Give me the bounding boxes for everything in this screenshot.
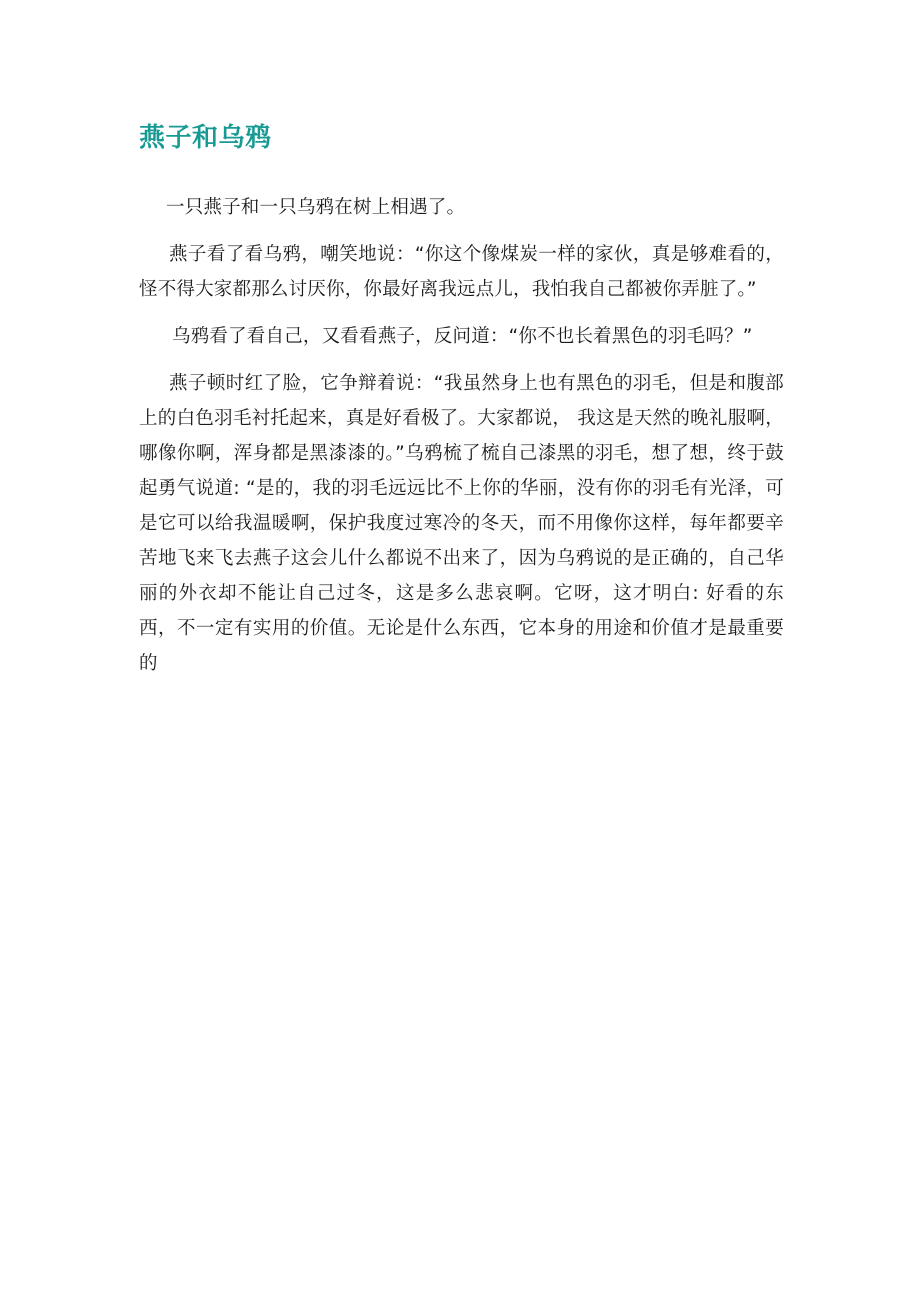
paragraph-2: 燕子看了看乌鸦，嘲笑地说：“你这个像煤炭一样的家伙，真是够难看的，怪不得大家都那么讨厌你，你最好离我远点儿，我怕我自己都被你弄脏了。” <box>139 244 784 300</box>
document-body <box>139 190 784 681</box>
paragraph-1: 一只燕子和一只乌鸦在树上相遇了。 <box>166 197 466 218</box>
paragraph-4: 燕子顿时红了脸，它争辩着说：“我虽然身上也有黑色的羽毛，但是和腹部上的白色羽毛衬托起来，真是好看极了。大家都说， 我这是天然的晚礼服啊，哪像你啊，浑身都是黑漆漆的。”乌鸦梳了梳自己漆黑的羽毛，想了想，终于鼓起勇气说道: “是的，我的羽毛远远比不上你的华丽，没有你的羽毛有光泽，可是它可以给我温暖啊，保护我度过寒冷的冬天，而不用像你这样，每年都要辛苦地飞来飞去燕子这会儿什么都说不出来了，因为乌鸦说的是正确的，自己华丽的外衣却不能让自己过冬，这是多么悲哀啊。它呀，这才明白: 好看的东西，不一定有实用的价值。无论是什么东西，它本身的用途和价值才是最重要的 <box>139 373 784 674</box>
paragraph-3: 乌鸦看了看自己，又看看燕子，反问道：“你不也长着黑色的羽毛吗？” <box>172 326 753 347</box>
document-title: 燕子和乌鸦 <box>139 123 272 153</box>
